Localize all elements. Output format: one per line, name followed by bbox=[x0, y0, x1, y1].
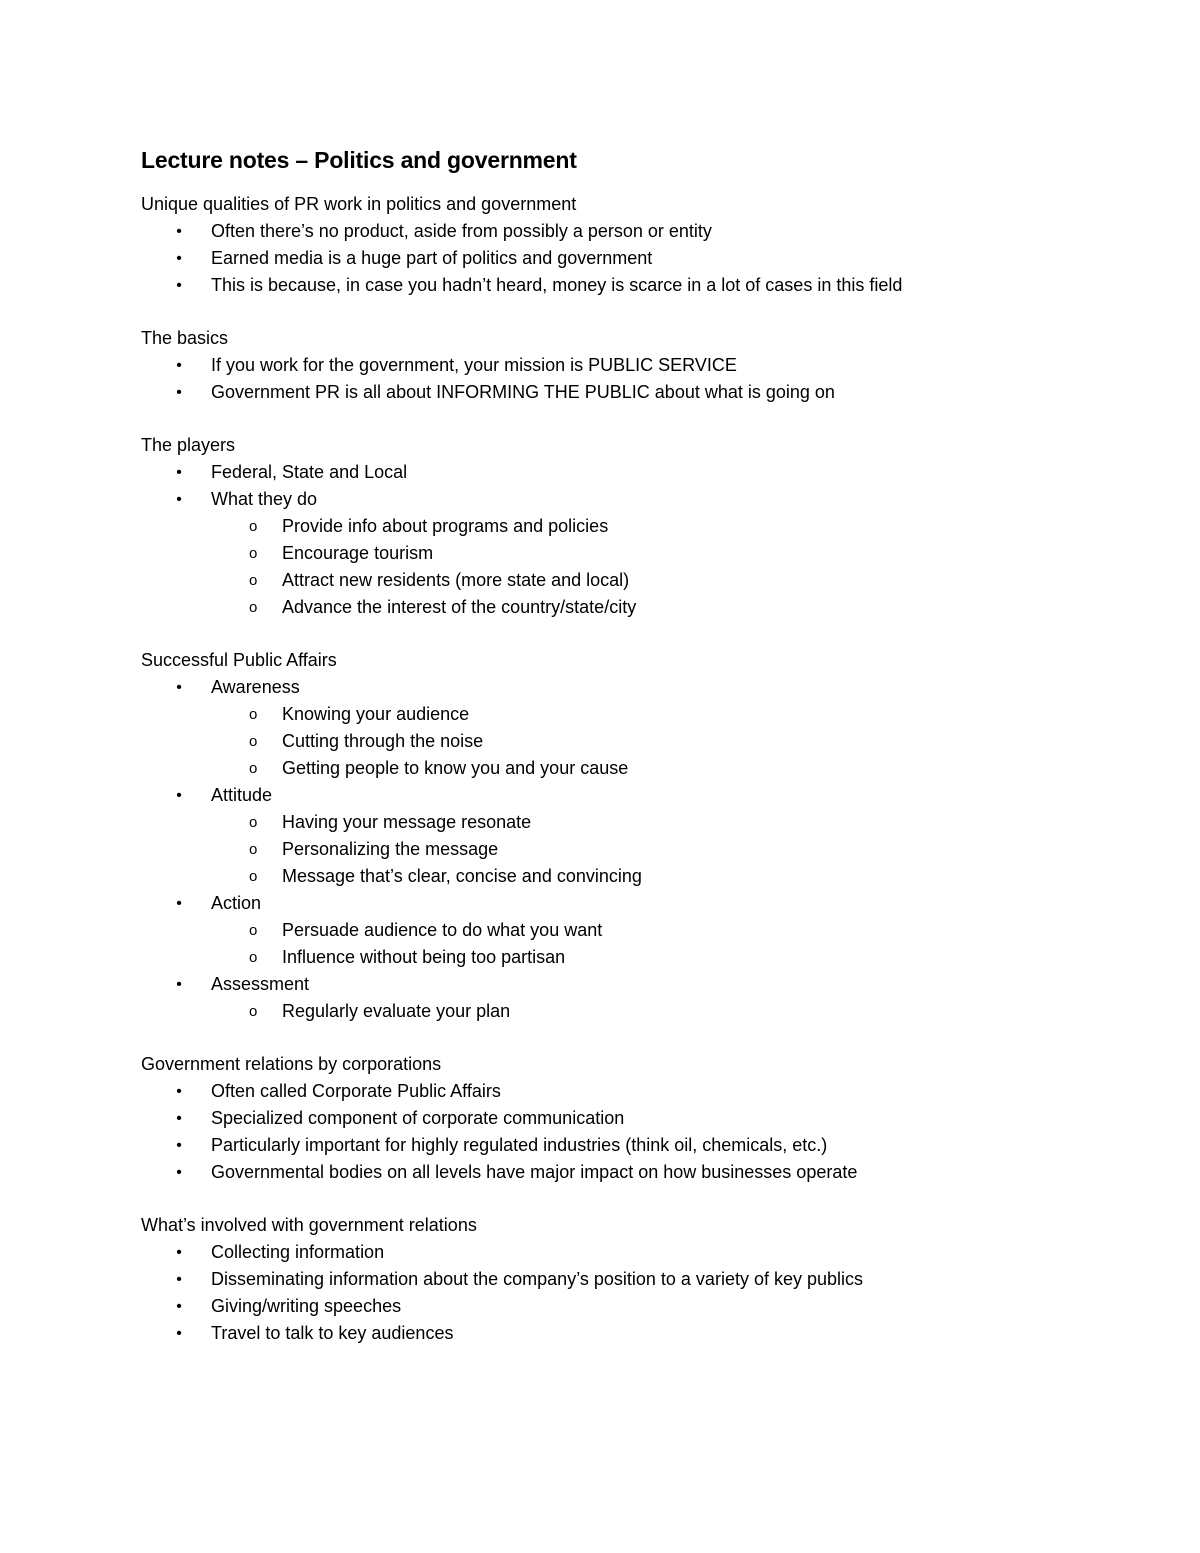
list-item-text: What they do bbox=[211, 489, 318, 509]
section-heading: The basics bbox=[141, 328, 229, 348]
sub-list-item bbox=[211, 755, 1101, 782]
hollow-bullet-icon: o bbox=[249, 545, 258, 562]
bullet-icon: • bbox=[176, 384, 182, 401]
sub-bullet-list bbox=[211, 809, 1101, 890]
section-heading: What’s involved with government relations bbox=[141, 1215, 477, 1235]
list-item-text: Travel to talk to key audiences bbox=[211, 1323, 454, 1343]
bullet-icon: • bbox=[176, 277, 182, 294]
list-item-text: Specialized component of corporate communication bbox=[211, 1108, 625, 1128]
list-item-text: If you work for the government, your mission is PUBLIC SERVICE bbox=[211, 355, 737, 375]
list-item-text: This is because, in case you hadn’t heard, money is scarce in a lot of cases in this field bbox=[211, 275, 903, 295]
hollow-bullet-icon: o bbox=[249, 518, 258, 535]
sub-list-item-text: Persuade audience to do what you want bbox=[282, 920, 603, 940]
sub-bullet-list bbox=[211, 513, 1101, 621]
hollow-bullet-icon: o bbox=[249, 949, 258, 966]
section-heading: Successful Public Affairs bbox=[141, 650, 337, 670]
sub-list-item bbox=[211, 998, 1101, 1025]
section bbox=[141, 647, 1101, 1025]
list-item-text: Federal, State and Local bbox=[211, 462, 408, 482]
list-item-text: Awareness bbox=[211, 677, 300, 697]
list-item bbox=[141, 486, 1101, 621]
bullet-list bbox=[141, 1078, 1101, 1186]
sub-list-item-text: Knowing your audience bbox=[282, 704, 470, 724]
bullet-list bbox=[141, 352, 1101, 406]
list-item bbox=[141, 674, 1101, 782]
bullet-icon: • bbox=[176, 491, 182, 508]
list-item-text: Giving/writing speeches bbox=[211, 1296, 402, 1316]
hollow-bullet-icon: o bbox=[249, 760, 258, 777]
bullet-icon: • bbox=[176, 1110, 182, 1127]
list-item-text: Government PR is all about INFORMING THE PUBLIC about what is going on bbox=[211, 382, 835, 402]
hollow-bullet-icon: o bbox=[249, 922, 258, 939]
list-item bbox=[141, 1105, 1101, 1132]
bullet-list bbox=[141, 1239, 1101, 1347]
list-item-text: Assessment bbox=[211, 974, 310, 994]
hollow-bullet-icon: o bbox=[249, 841, 258, 858]
sub-list-item bbox=[211, 728, 1101, 755]
section bbox=[141, 1212, 1101, 1347]
list-item-text: Collecting information bbox=[211, 1242, 385, 1262]
sub-list-item bbox=[211, 540, 1101, 567]
sub-list-item-text: Attract new residents (more state and local) bbox=[282, 570, 630, 590]
bullet-list bbox=[141, 218, 1101, 299]
list-item-text: Action bbox=[211, 893, 262, 913]
sub-list-item-text: Message that’s clear, concise and convincing bbox=[282, 866, 642, 886]
hollow-bullet-icon: o bbox=[249, 599, 258, 616]
section-heading: The players bbox=[141, 435, 236, 455]
bullet-icon: • bbox=[176, 464, 182, 481]
list-item bbox=[141, 1132, 1101, 1159]
section bbox=[141, 1051, 1101, 1186]
list-item bbox=[141, 459, 1101, 486]
bullet-icon: • bbox=[176, 1298, 182, 1315]
sub-bullet-list bbox=[211, 701, 1101, 782]
list-item-text: Particularly important for highly regulated industries (think oil, chemicals, etc.) bbox=[211, 1135, 828, 1155]
sub-list-item bbox=[211, 944, 1101, 971]
document-body bbox=[141, 141, 1101, 1373]
list-item bbox=[141, 971, 1101, 1025]
sub-list-item bbox=[211, 701, 1101, 728]
bullet-icon: • bbox=[176, 787, 182, 804]
list-item bbox=[141, 1266, 1101, 1293]
hollow-bullet-icon: o bbox=[249, 1003, 258, 1020]
section-heading: Government relations by corporations bbox=[141, 1054, 442, 1074]
sub-list-item bbox=[211, 863, 1101, 890]
section bbox=[141, 325, 1101, 406]
list-item-text: Earned media is a huge part of politics and government bbox=[211, 248, 653, 268]
bullet-icon: • bbox=[176, 223, 182, 240]
list-item bbox=[141, 782, 1101, 890]
list-item bbox=[141, 1078, 1101, 1105]
sub-bullet-list bbox=[211, 917, 1101, 971]
section-list bbox=[141, 191, 1101, 1347]
sub-list-item-text: Provide info about programs and policies bbox=[282, 516, 609, 536]
bullet-icon: • bbox=[176, 1083, 182, 1100]
sub-list-item-text: Encourage tourism bbox=[282, 543, 434, 563]
hollow-bullet-icon: o bbox=[249, 733, 258, 750]
sub-list-item bbox=[211, 594, 1101, 621]
bullet-list bbox=[141, 459, 1101, 621]
list-item bbox=[141, 1239, 1101, 1266]
sub-list-item bbox=[211, 917, 1101, 944]
sub-list-item-text: Having your message resonate bbox=[282, 812, 532, 832]
sub-list-item-text: Cutting through the noise bbox=[282, 731, 484, 751]
bullet-icon: • bbox=[176, 1271, 182, 1288]
bullet-icon: • bbox=[176, 679, 182, 696]
list-item bbox=[141, 1293, 1101, 1320]
sub-list-item bbox=[211, 513, 1101, 540]
bullet-icon: • bbox=[176, 357, 182, 374]
list-item-text: Often there’s no product, aside from possibly a person or entity bbox=[211, 221, 712, 241]
hollow-bullet-icon: o bbox=[249, 572, 258, 589]
bullet-icon: • bbox=[176, 976, 182, 993]
list-item-text: Attitude bbox=[211, 785, 273, 805]
bullet-icon: • bbox=[176, 1164, 182, 1181]
bullet-icon: • bbox=[176, 1137, 182, 1154]
sub-list-item-text: Personalizing the message bbox=[282, 839, 499, 859]
bullet-list bbox=[141, 674, 1101, 1025]
sub-list-item-text: Getting people to know you and your cause bbox=[282, 758, 629, 778]
section bbox=[141, 191, 1101, 299]
sub-list-item bbox=[211, 809, 1101, 836]
sub-list-item bbox=[211, 836, 1101, 863]
list-item bbox=[141, 272, 1101, 299]
list-item-text: Governmental bodies on all levels have major impact on how businesses operate bbox=[211, 1162, 858, 1182]
bullet-icon: • bbox=[176, 250, 182, 267]
list-item bbox=[141, 218, 1101, 245]
list-item bbox=[141, 890, 1101, 971]
bullet-icon: • bbox=[176, 1325, 182, 1342]
sub-bullet-list bbox=[211, 998, 1101, 1025]
document-title: Lecture notes – Politics and government bbox=[141, 147, 577, 173]
section-heading: Unique qualities of PR work in politics and government bbox=[141, 194, 577, 214]
bullet-icon: • bbox=[176, 1244, 182, 1261]
bullet-icon: • bbox=[176, 895, 182, 912]
hollow-bullet-icon: o bbox=[249, 868, 258, 885]
list-item-text: Disseminating information about the company’s position to a variety of key publics bbox=[211, 1269, 864, 1289]
hollow-bullet-icon: o bbox=[249, 814, 258, 831]
sub-list-item-text: Regularly evaluate your plan bbox=[282, 1001, 511, 1021]
section bbox=[141, 432, 1101, 621]
list-item bbox=[141, 379, 1101, 406]
sub-list-item-text: Advance the interest of the country/state/city bbox=[282, 597, 637, 617]
sub-list-item bbox=[211, 567, 1101, 594]
list-item bbox=[141, 1159, 1101, 1186]
list-item-text: Often called Corporate Public Affairs bbox=[211, 1081, 501, 1101]
hollow-bullet-icon: o bbox=[249, 706, 258, 723]
list-item bbox=[141, 245, 1101, 272]
list-item bbox=[141, 352, 1101, 379]
list-item bbox=[141, 1320, 1101, 1347]
sub-list-item-text: Influence without being too partisan bbox=[282, 947, 566, 967]
